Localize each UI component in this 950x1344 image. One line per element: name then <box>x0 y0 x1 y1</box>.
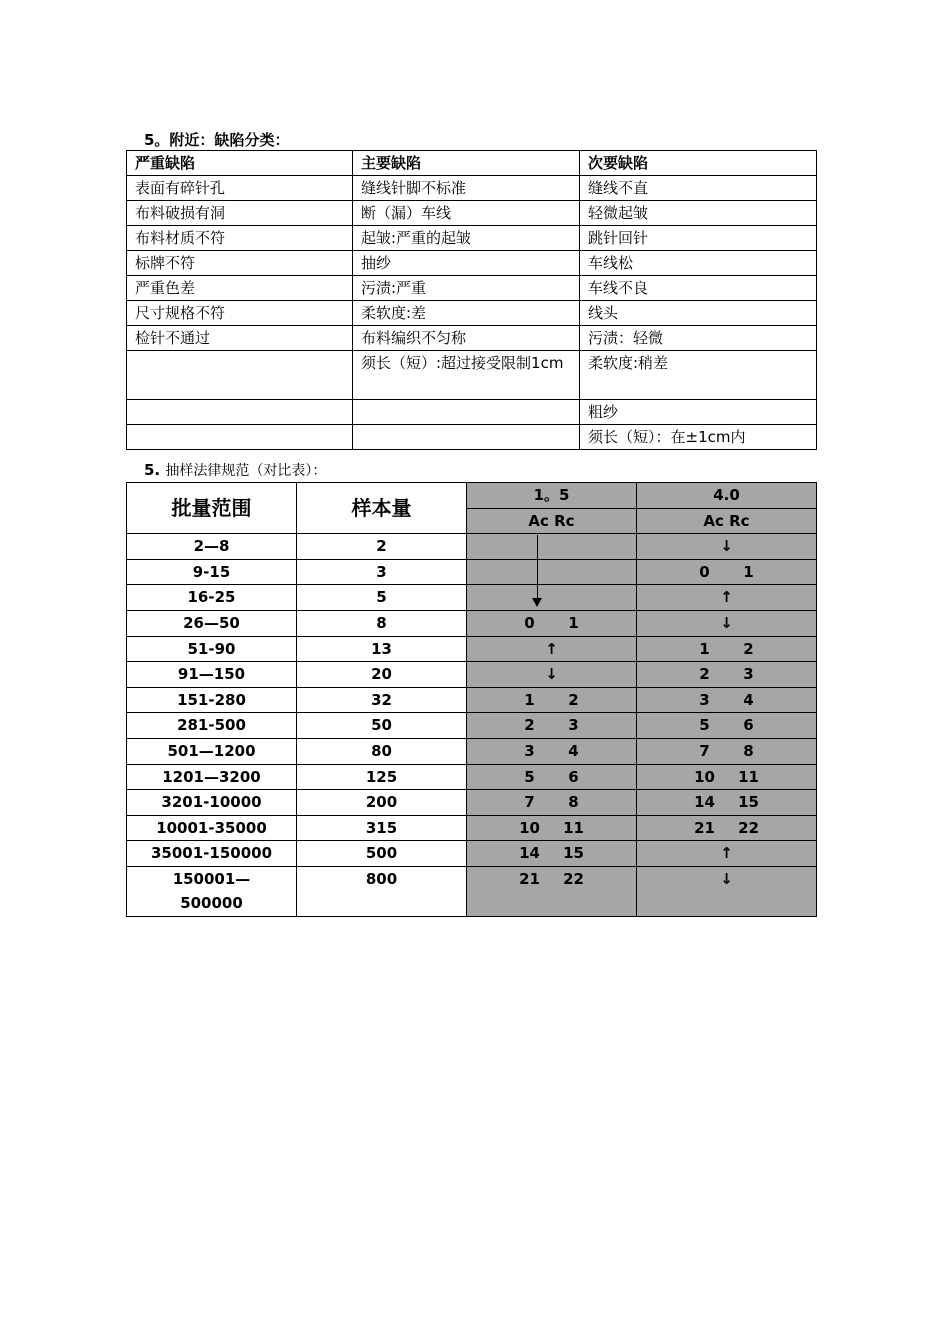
table-row <box>127 790 817 816</box>
table-row <box>127 585 817 611</box>
minor-cell: 轻微起皱 <box>580 201 817 226</box>
ac-value: 14 <box>694 793 715 812</box>
sample-size-cell: 13 <box>297 636 467 662</box>
sample-size-cell: 500 <box>297 841 467 867</box>
ac-value: 1 <box>699 639 710 658</box>
aql-1-5-cell <box>467 610 637 636</box>
sample-size-cell: 80 <box>297 738 467 764</box>
rc-value: 22 <box>563 869 584 888</box>
ac-value: 3 <box>524 741 535 760</box>
major-cell: 须长（短）:超过接受限制1cm <box>353 351 580 400</box>
lot-range-cell: 281-500 <box>127 713 297 739</box>
ac-value: 14 <box>519 844 540 863</box>
lot-range-cell: 16-25 <box>127 585 297 611</box>
lot-range-cell: 35001-150000 <box>127 841 297 867</box>
table-row <box>127 534 817 560</box>
lot-range-cell: 501—1200 <box>127 738 297 764</box>
rc-value: 3 <box>568 716 579 735</box>
ac-value: 21 <box>694 818 715 837</box>
rc-value: 15 <box>563 844 584 863</box>
aql-1-5-cell <box>467 738 637 764</box>
table-header-row <box>127 483 817 509</box>
major-cell <box>353 425 580 450</box>
table-row <box>127 610 817 636</box>
header-critical-defect: 严重缺陷 <box>127 151 353 176</box>
down-arrow-icon: ↓ <box>720 613 733 632</box>
sample-size-cell: 3 <box>297 559 467 585</box>
aql-4-0-cell <box>637 585 817 611</box>
header-ac-rc: Ac Rc <box>637 508 817 534</box>
minor-cell: 缝线不直 <box>580 176 817 201</box>
critical-cell: 尺寸规格不符 <box>127 301 353 326</box>
table-row <box>127 815 817 841</box>
header-major-defect: 主要缺陷 <box>353 151 580 176</box>
aql-4-0-cell <box>637 610 817 636</box>
lot-range-line: 500000 <box>180 893 243 912</box>
down-arrow-icon <box>532 598 542 607</box>
up-arrow-icon: ↑ <box>545 639 558 658</box>
lot-range-cell: 1201—3200 <box>127 764 297 790</box>
ac-value: 0 <box>524 613 535 632</box>
critical-cell: 布料破损有洞 <box>127 201 353 226</box>
rc-value: 6 <box>743 716 754 735</box>
critical-cell: 严重色差 <box>127 276 353 301</box>
aql-4-0-cell <box>637 764 817 790</box>
header-aql-1-5: 1。5 <box>467 483 637 509</box>
aql-4-0-cell <box>637 790 817 816</box>
defect-classification-table <box>126 150 817 450</box>
aql-4-0-cell <box>637 687 817 713</box>
minor-cell: 污渍：轻微 <box>580 326 817 351</box>
lot-range-line: 150001— <box>172 869 251 888</box>
rc-value: 1 <box>568 613 579 632</box>
table-row <box>127 400 817 425</box>
ac-value: 2 <box>699 665 710 684</box>
lot-range-cell: 3201-10000 <box>127 790 297 816</box>
table-row <box>127 301 817 326</box>
major-cell: 抽纱 <box>353 251 580 276</box>
table-row <box>127 276 817 301</box>
up-arrow-icon: ↑ <box>720 588 733 607</box>
aql-4-0-cell <box>637 866 817 916</box>
aql-1-5-cell <box>467 534 637 560</box>
aql-1-5-cell <box>467 764 637 790</box>
aql-1-5-cell <box>467 790 637 816</box>
ac-value: 7 <box>699 741 710 760</box>
sample-size-cell: 20 <box>297 662 467 688</box>
header-lot-range: 批量范围 <box>127 483 297 534</box>
critical-cell: 布料材质不符 <box>127 226 353 251</box>
critical-cell <box>127 351 353 400</box>
table-header-row <box>127 151 817 176</box>
table-row <box>127 425 817 450</box>
major-cell: 柔软度:差 <box>353 301 580 326</box>
rc-value: 3 <box>743 665 754 684</box>
aql-1-5-cell <box>467 559 637 585</box>
table-row <box>127 866 817 916</box>
sampling-standard-heading <box>144 460 326 480</box>
lot-range-cell: 2—8 <box>127 534 297 560</box>
down-arrow-line <box>537 535 538 601</box>
sample-size-cell: 315 <box>297 815 467 841</box>
aql-4-0-cell <box>637 738 817 764</box>
critical-cell: 检针不通过 <box>127 326 353 351</box>
down-arrow-icon: ↓ <box>720 869 733 888</box>
lot-range-cell: 91—150 <box>127 662 297 688</box>
table-row <box>127 226 817 251</box>
critical-cell <box>127 425 353 450</box>
table-row <box>127 662 817 688</box>
aql-1-5-cell <box>467 713 637 739</box>
lot-range-cell <box>127 866 297 916</box>
rc-value: 22 <box>738 818 759 837</box>
ac-value: 7 <box>524 793 535 812</box>
sample-size-cell: 8 <box>297 610 467 636</box>
ac-value: 21 <box>519 869 540 888</box>
sampling-table <box>126 482 817 917</box>
minor-cell: 线头 <box>580 301 817 326</box>
major-cell: 缝线针脚不标准 <box>353 176 580 201</box>
ac-value: 5 <box>524 767 535 786</box>
aql-1-5-cell <box>467 841 637 867</box>
ac-value: 2 <box>524 716 535 735</box>
sample-size-cell: 32 <box>297 687 467 713</box>
table-row <box>127 636 817 662</box>
table-row <box>127 351 817 400</box>
sample-size-cell: 200 <box>297 790 467 816</box>
ac-value: 5 <box>699 716 710 735</box>
lot-range-cell: 10001-35000 <box>127 815 297 841</box>
critical-cell: 表面有碎针孔 <box>127 176 353 201</box>
header-minor-defect: 次要缺陷 <box>580 151 817 176</box>
header-sample-size: 样本量 <box>297 483 467 534</box>
sample-size-cell: 50 <box>297 713 467 739</box>
aql-1-5-cell <box>467 636 637 662</box>
aql-1-5-cell <box>467 662 637 688</box>
lot-range-cell: 51-90 <box>127 636 297 662</box>
rc-value: 2 <box>568 690 579 709</box>
minor-cell: 柔软度:稍差 <box>580 351 817 400</box>
aql-1-5-cell <box>467 687 637 713</box>
ac-value: 3 <box>699 690 710 709</box>
rc-value: 11 <box>563 818 584 837</box>
aql-4-0-cell <box>637 713 817 739</box>
up-arrow-icon: ↑ <box>720 844 733 863</box>
minor-cell: 须长（短）：在±1cm内 <box>580 425 817 450</box>
aql-4-0-cell <box>637 636 817 662</box>
table-row <box>127 764 817 790</box>
header-ac-rc: Ac Rc <box>467 508 637 534</box>
critical-cell: 标牌不符 <box>127 251 353 276</box>
ac-value: 0 <box>699 562 710 581</box>
rc-value: 11 <box>738 767 759 786</box>
major-cell: 布料编织不匀称 <box>353 326 580 351</box>
sample-size-cell: 5 <box>297 585 467 611</box>
major-cell: 起皱:严重的起皱 <box>353 226 580 251</box>
rc-value: 8 <box>568 793 579 812</box>
lot-range-cell: 9-15 <box>127 559 297 585</box>
rc-value: 15 <box>738 793 759 812</box>
sample-size-cell: 2 <box>297 534 467 560</box>
aql-1-5-cell <box>467 585 637 611</box>
rc-value: 4 <box>568 741 579 760</box>
table-row <box>127 326 817 351</box>
aql-1-5-cell <box>467 866 637 916</box>
table-row <box>127 201 817 226</box>
aql-4-0-cell <box>637 534 817 560</box>
ac-value: 1 <box>524 690 535 709</box>
rc-value: 1 <box>743 562 754 581</box>
ac-value: 10 <box>519 818 540 837</box>
defect-classification-heading: 5。附近：缺陷分类： <box>144 131 290 149</box>
table-row <box>127 713 817 739</box>
rc-value: 4 <box>743 690 754 709</box>
rc-value: 6 <box>568 767 579 786</box>
table-row <box>127 841 817 867</box>
sample-size-cell: 800 <box>297 866 467 916</box>
heading-number: 5. <box>144 461 161 479</box>
critical-cell <box>127 400 353 425</box>
major-cell: 断（漏）车线 <box>353 201 580 226</box>
table-row <box>127 251 817 276</box>
header-aql-4-0: 4.0 <box>637 483 817 509</box>
aql-4-0-cell <box>637 841 817 867</box>
lot-range-cell: 151-280 <box>127 687 297 713</box>
table-row <box>127 559 817 585</box>
major-cell <box>353 400 580 425</box>
aql-4-0-cell <box>637 815 817 841</box>
minor-cell: 粗纱 <box>580 400 817 425</box>
minor-cell: 车线不良 <box>580 276 817 301</box>
sample-size-cell: 125 <box>297 764 467 790</box>
table-row <box>127 176 817 201</box>
rc-value: 2 <box>743 639 754 658</box>
heading-text: 抽样法律规范（对比表）： <box>165 463 327 479</box>
table-row <box>127 687 817 713</box>
table-row <box>127 738 817 764</box>
aql-1-5-cell <box>467 815 637 841</box>
minor-cell: 车线松 <box>580 251 817 276</box>
down-arrow-icon: ↓ <box>545 665 558 684</box>
major-cell: 污渍:严重 <box>353 276 580 301</box>
down-arrow-icon: ↓ <box>720 537 733 556</box>
aql-4-0-cell <box>637 559 817 585</box>
ac-value: 10 <box>694 767 715 786</box>
minor-cell: 跳针回针 <box>580 226 817 251</box>
rc-value: 8 <box>743 741 754 760</box>
lot-range-cell: 26—50 <box>127 610 297 636</box>
aql-4-0-cell <box>637 662 817 688</box>
